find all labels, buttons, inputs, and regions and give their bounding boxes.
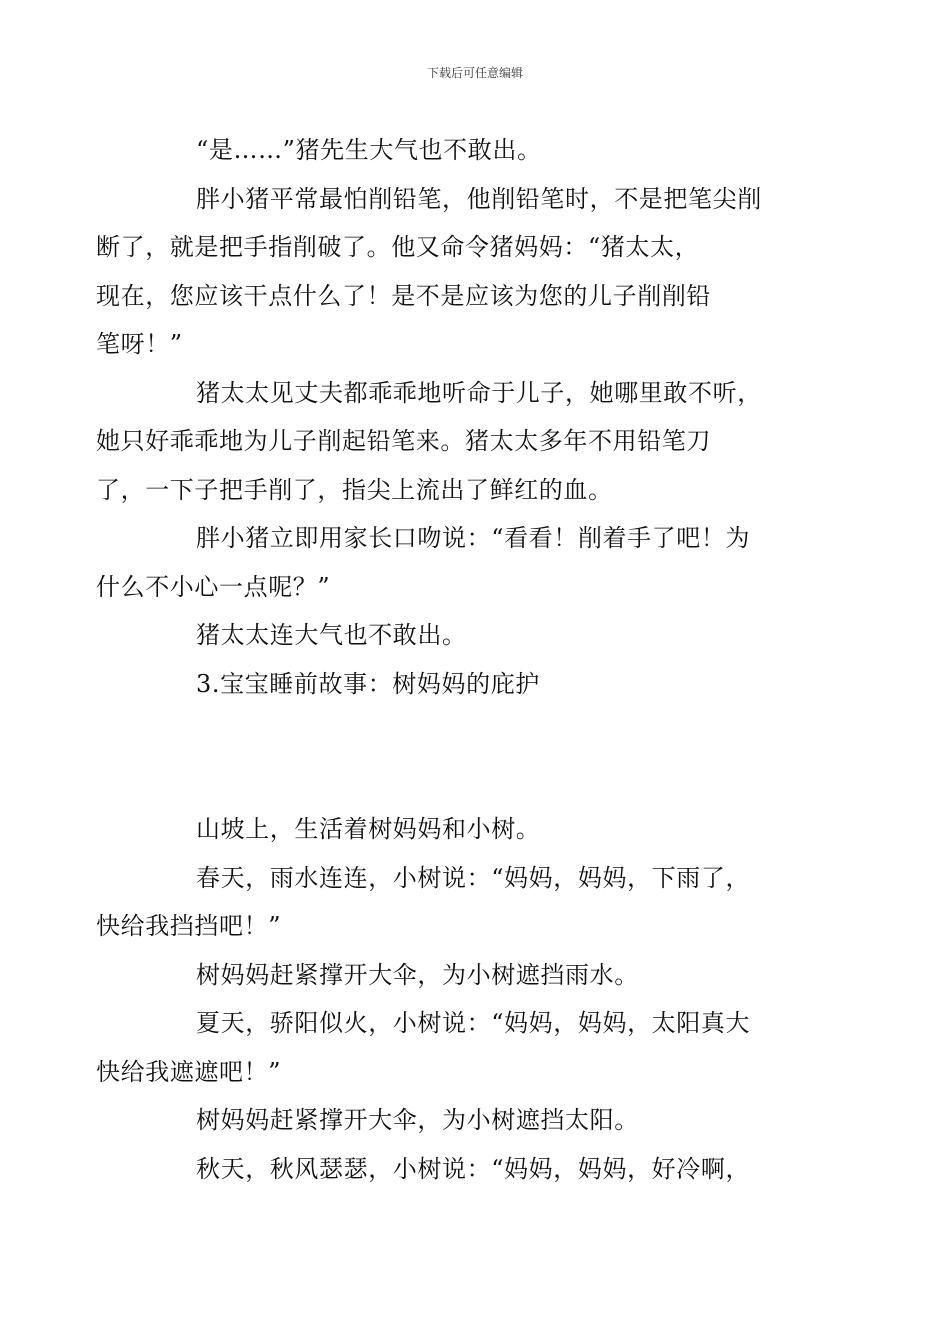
text-line: 树妈妈赶紧撑开大伞，为小树遮挡太阳。 bbox=[196, 1106, 639, 1134]
paragraph bbox=[146, 1145, 808, 1194]
paragraph bbox=[146, 126, 808, 175]
text-line: 猪太太连大气也不敢出。 bbox=[196, 621, 467, 649]
paragraph bbox=[96, 175, 808, 369]
paragraph bbox=[96, 369, 808, 515]
text-line: 她只好乖乖地为儿子削起铅笔来。猪太太多年不用铅笔刀 bbox=[96, 427, 711, 455]
text-line: 山坡上，生活着树妈妈和小树。 bbox=[196, 815, 541, 843]
text-line: “是……”猪先生大气也不敢出。 bbox=[196, 136, 542, 164]
text-line: 现在，您应该干点什么了！是不是应该为您的儿子削削铅 bbox=[96, 281, 711, 310]
text-line: 3.宝宝睡前故事：树妈妈的庇护 bbox=[196, 669, 540, 698]
text-line: 快给我遮遮吧！” bbox=[96, 1057, 282, 1086]
text-line: 胖小猪立即用家长口吻说：“看看！削着手了吧！为 bbox=[196, 524, 751, 552]
text-line: 秋天，秋风瑟瑟，小树说：“妈妈，妈妈，好冷啊， bbox=[196, 1154, 751, 1183]
document-body bbox=[96, 126, 808, 1193]
section-heading bbox=[146, 660, 808, 709]
paragraph bbox=[146, 611, 808, 660]
text-line: 快给我挡挡吧！” bbox=[96, 912, 282, 940]
text-line: 夏天，骄阳似火，小树说：“妈妈，妈妈，太阳真大 bbox=[196, 1009, 751, 1037]
text-line: 断了，就是把手指削破了。他又命令猪妈妈：“猪太太， bbox=[96, 233, 700, 261]
text-line: 笔呀！” bbox=[96, 330, 183, 358]
text-line: 猪太太见丈夫都乖乖地听命于儿子，她哪里敢不听， bbox=[196, 378, 762, 407]
paragraph bbox=[96, 854, 808, 951]
text-line: 了，一下子把手削了，指尖上流出了鲜红的血。 bbox=[96, 475, 613, 504]
text-line: 树妈妈赶紧撑开大伞，为小树遮挡雨水。 bbox=[196, 960, 639, 989]
paragraph bbox=[96, 999, 808, 1096]
paragraph bbox=[146, 1096, 808, 1145]
paragraph bbox=[146, 951, 808, 1000]
paragraph bbox=[146, 805, 808, 854]
text-line: 胖小猪平常最怕削铅笔，他削铅笔时，不是把笔尖削 bbox=[196, 184, 762, 213]
page-header: 下载后可任意编辑 bbox=[426, 66, 523, 80]
text-line: 什么不小心一点呢？” bbox=[96, 572, 331, 601]
blank-space bbox=[146, 708, 808, 805]
text-line: 春天，雨水连连，小树说：“妈妈，妈妈，下雨了， bbox=[196, 863, 751, 892]
paragraph bbox=[96, 514, 808, 611]
